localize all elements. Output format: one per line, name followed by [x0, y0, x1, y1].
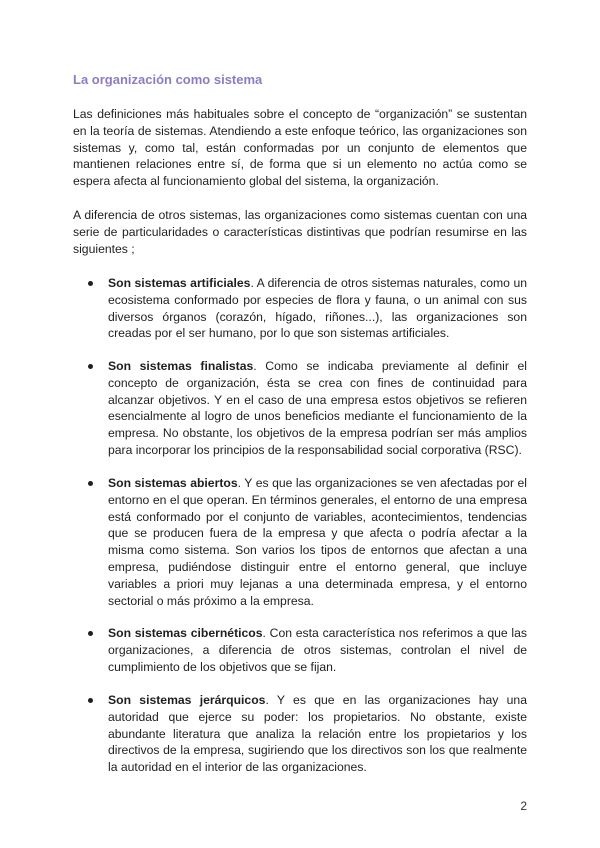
- bullet-icon: [88, 364, 93, 369]
- intro-paragraph-2: A diferencia de otros sistemas, las organizaciones como sistemas cuentan con una serie de particularidades o características distintivas que podrían resumirse en las siguientes ;: [73, 208, 527, 256]
- list-item-term: Son sistemas finalistas: [108, 359, 254, 373]
- list-item-text: Son sistemas cibernéticos. Con esta característica nos referimos a que las organizaciones, a diferencia de otros sistemas, controlan el nivel de cumplimiento de los objetivos que se fijan.: [108, 626, 527, 674]
- list-item-text: Son sistemas finalistas. Como se indicaba previamente al definir el concepto de organización, ésta se crea con fines de continuidad para alcanzar objetivos. Y en el caso de una empresa estos objetivos se refieren esencialmente al logro de unos beneficios mediante el funcionamiento de la empresa. No obstante, los objetivos de la empresa podrían ser más amplios para incorporar los principios de la responsabilidad social corporativa (RSC).: [108, 359, 527, 457]
- bullet-icon: [88, 631, 93, 636]
- list-item-term: Son sistemas jerárquicos: [108, 693, 266, 707]
- list-item-text: Son sistemas artificiales. A diferencia de otros sistemas naturales, como un ecosistema conformado por especies de flora y fauna, o un animal con sus diversos órganos (corazón, hígado, riñones...), las organizaciones son creadas por el ser humano, por lo que son sistemas artificiales.: [108, 276, 527, 341]
- bullet-icon: [88, 698, 93, 703]
- intro-paragraph-1: Las definiciones más habituales sobre el concepto de “organización” se sustentan en la teoría de sistemas. Atendiendo a este enfoque teórico, las organizaciones son sistemas y, como tal, están conformadas por un conjunto de elementos que mantienen relaciones entre sí, de forma que si un elemento no actúa como se espera afecta al funcionamiento global del sistema, la organización.: [73, 107, 527, 189]
- list-item-text: Son sistemas jerárquicos. Y es que en las organizaciones hay una autoridad que ejerce su poder: los propietarios. No obstante, existe abundante literatura que analiza la relación entre los propietarios y los directivos de la empresa, sugiriendo que los directivos son los que realmente la autoridad en el interior de las organizaciones.: [108, 693, 527, 775]
- bullet-icon: [88, 481, 93, 486]
- section-title: La organización como sistema: [73, 72, 263, 87]
- list-item-text: Son sistemas abiertos. Y es que las organizaciones se ven afectadas por el entorno en el que operan. En términos generales, el entorno de una empresa está conformado por el conjunto de variables, acontecimientos, tendencias que se producen fuera de la empresa y que afecta o podría afectar a la misma como sistema. Son varios los tipos de entornos que afectan a una empresa, pudiéndose distinguir entre el entorno general, que incluye variables a priori muy lejanas a una determinada empresa, y el entorno sectorial o más próximo a la empresa.: [108, 476, 527, 608]
- bullet-icon: [88, 281, 93, 286]
- list-item-term: Son sistemas artificiales: [108, 276, 251, 290]
- list-item-term: Son sistemas abiertos: [108, 476, 238, 490]
- page-number: 2: [520, 799, 527, 813]
- list-item-term: Son sistemas cibernéticos: [108, 626, 263, 640]
